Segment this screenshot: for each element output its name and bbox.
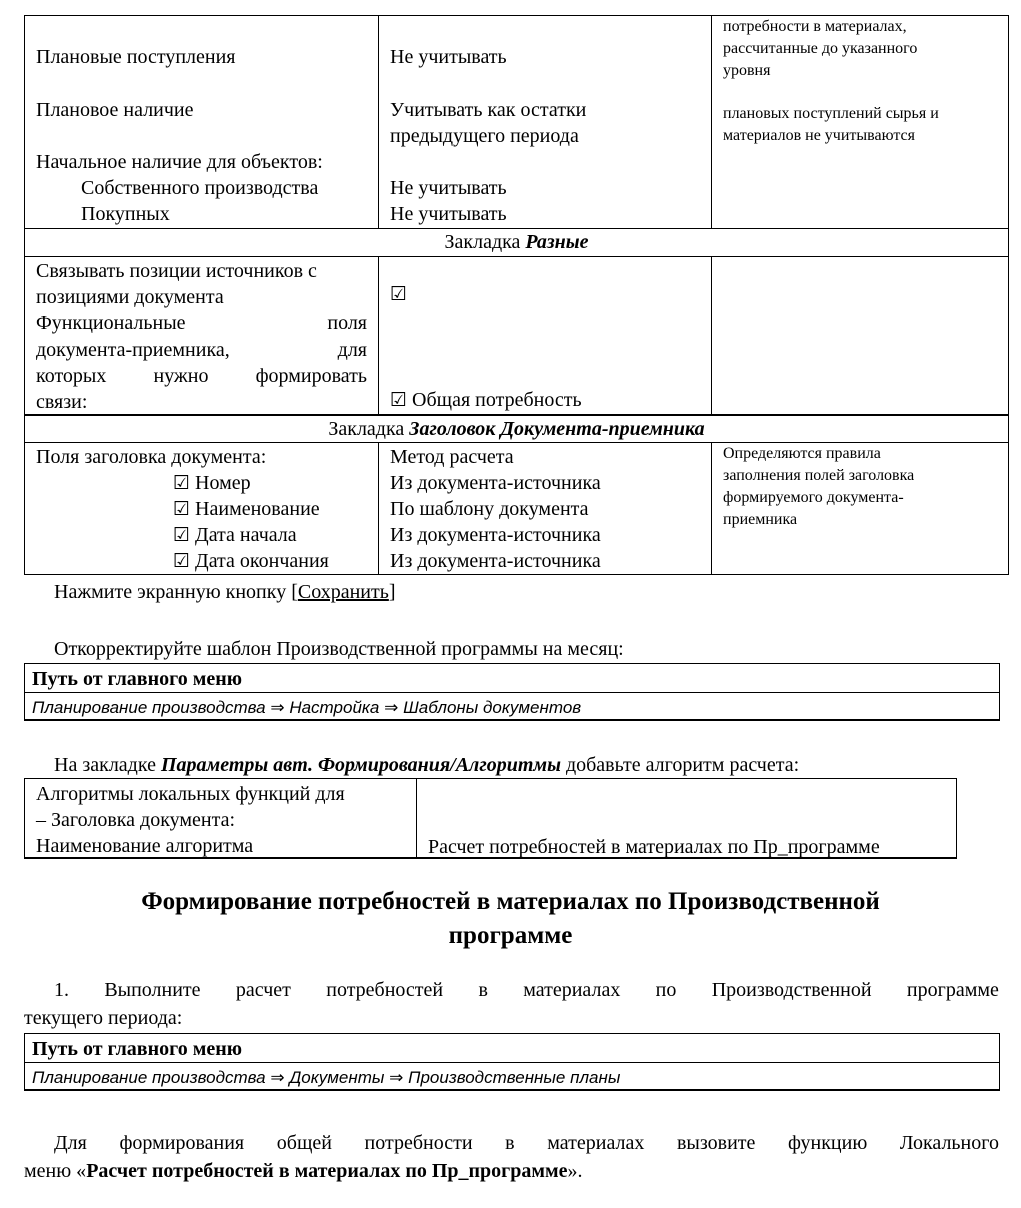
planned-stock-value-line2: предыдущего периода [390,125,579,147]
check-icon: ☑ [173,472,191,494]
planned-stock-value-line1: Учитывать как остатки [390,99,587,121]
arrow-right-icon: ⇒ [270,1068,285,1087]
planned-receipts-value: Не учитывать [390,46,507,68]
menu-link[interactable]: Производственные планы [408,1068,621,1087]
tab-header-heading: Закладка Заголовок Документа-приемника [328,418,705,440]
menu-link[interactable]: Настройка [289,698,380,717]
field-end-date: ☑ Дата окончания [173,550,329,572]
arrow-right-icon: ⇒ [384,698,399,717]
field-name: ☑ Наименование [173,498,320,520]
check-icon: ☑ [173,550,191,572]
menu-link[interactable]: Документы [289,1068,385,1087]
method-end-date: Из документа-источника [390,550,601,572]
header-note-line1: Определяются правила [723,445,881,462]
purchased-value: Не учитывать [390,203,507,225]
menu-link[interactable]: Планирование производства [32,698,266,717]
header-note-line2: заполнения полей заголовка [723,467,915,484]
field-number: ☑ Номер [173,472,251,494]
func-fields-line1: Функциональные поля [36,312,367,334]
tab-misc-heading: Закладка Разные [444,231,589,253]
local-menu-function-name: Расчет потребностей в материалах по Пр_программе [86,1160,568,1182]
note-top-line1: потребности в материалах, [723,18,907,35]
tab-header-name: Заголовок Документа-приемника [409,418,705,440]
header-note-line3: формируемого документа- [723,489,904,506]
header-note-line4: приемника [723,511,798,528]
arrow-right-icon: ⇒ [270,698,285,717]
menu-path-1 [32,697,581,719]
algorithm-label-line3: Наименование алгоритма [36,835,254,857]
tab-misc-name: Разные [525,231,589,253]
final-paragraph-line1: Для формирования общей потребности в материалах вызовите функцию Локального [54,1132,999,1154]
menu-link[interactable]: Планирование производства [32,1068,266,1087]
link-positions-line1: Связывать позиции источников с [36,260,317,282]
note-mid-line1: плановых поступлений сырья и [723,105,939,122]
method-title: Метод расчета [390,446,514,468]
note-mid-line2: материалов не учитываются [723,127,915,144]
menu-path-2 [32,1067,620,1089]
purchased-label: Покупных [81,203,170,225]
step1-line1: 1. Выполните расчет потребностей в материалах по Производственной программе [54,979,999,1001]
note-top-line2: рассчитанные до указанного [723,40,918,57]
menu-path-title-1: Путь от главного меню [32,668,243,690]
section-heading-line1: Формирование потребностей в материалах по Производственной [141,888,880,915]
section-heading-line2: программе [448,922,573,949]
menu-link[interactable]: Шаблоны документов [403,698,582,717]
algorithm-tab-name: Параметры авт. Формирования/Алгоритмы [160,754,561,776]
algorithm-label-line2: – Заголовка документа: [36,809,236,831]
arrow-right-icon: ⇒ [389,1068,404,1087]
planned-stock-label: Плановое наличие [36,99,194,121]
save-button-reference[interactable]: Сохранить [297,581,389,603]
menu-path-title-2: Путь от главного меню [32,1038,243,1060]
check-icon: ☑ [173,524,191,546]
link-positions-checkbox: ☑ [390,283,408,305]
field-start-date: ☑ Дата начала [173,524,297,546]
check-icon: ☑ [173,498,191,520]
algorithm-intro: На закладке Параметры авт. Формирования/Алгоритмы добавьте алгоритм расчета: [54,754,800,776]
initial-stock-label: Начальное наличие для объектов: [36,151,323,173]
func-fields-line3: которых нужно формировать [36,365,367,387]
link-positions-line2: позициями документа [36,286,224,308]
method-name: По шаблону документа [390,498,589,520]
correct-template-instruction: Откорректируйте шаблон Производственной программы на месяц: [54,638,624,660]
total-need-option: ☑ Общая потребность [390,389,582,411]
own-production-label: Собственного производства [81,177,319,199]
method-number: Из документа-источника [390,472,601,494]
algorithm-label-line1: Алгоритмы локальных функций для [36,783,345,805]
planned-receipts-label: Плановые поступления [36,46,236,68]
total-need-check-icon: ☑ [390,389,408,411]
final-paragraph-line2: меню «Расчет потребностей в материалах по Пр_программе». [24,1160,583,1182]
func-fields-line2: документа-приемника, для [36,339,367,361]
note-top-line3: уровня [723,62,771,79]
press-save-instruction: Нажмите экранную кнопку [Сохранить] [54,581,396,603]
algorithm-name-value: Расчет потребностей в материалах по Пр_программе [428,836,880,858]
own-production-value: Не учитывать [390,177,507,199]
method-start-date: Из документа-источника [390,524,601,546]
func-fields-line4: связи: [36,391,88,413]
header-fields-label: Поля заголовка документа: [36,446,267,468]
step1-line2: текущего периода: [24,1007,183,1029]
